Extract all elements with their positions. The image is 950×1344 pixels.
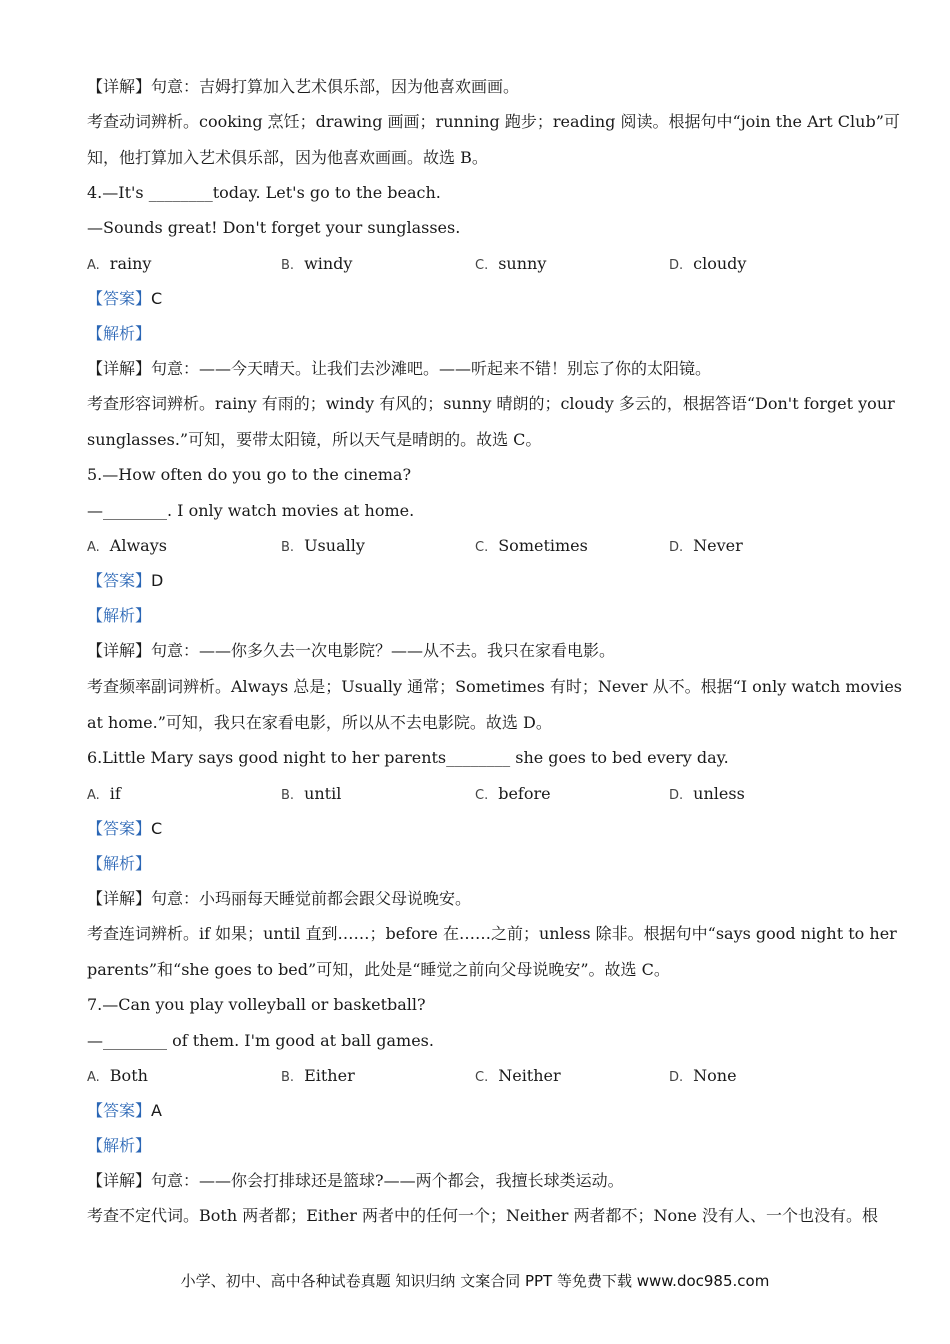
option-c: C. Neither — [475, 1066, 561, 1085]
explanation-line: 考查频率副词辨析。Always 总是；Usually 通常；Sometimes 有时；Never 从不。根据“I only watch movies — [87, 677, 902, 696]
answer-tag: 【答案】 — [87, 289, 152, 308]
option-b: B. Usually — [281, 536, 365, 555]
analysis-line — [87, 854, 867, 874]
detail-line — [87, 359, 867, 379]
answer-line — [87, 819, 867, 839]
detail-line — [87, 77, 867, 97]
option-b: B. until — [281, 784, 342, 803]
option-c: C. Sometimes — [475, 536, 588, 555]
detail-line — [87, 889, 867, 909]
detail-tag: 【详解】 — [87, 889, 152, 908]
option-c: C. sunny — [475, 254, 547, 273]
answer-line — [87, 1101, 867, 1121]
analysis-tag: 【解析】 — [87, 324, 152, 343]
explanation-line: 考查不定代词。Both 两者都；Either 两者中的任何一个；Neither 两者都不；None 没有人、一个也没有。根 — [87, 1206, 878, 1225]
option-d: D. cloudy — [669, 254, 747, 273]
option-c: C. before — [475, 784, 551, 803]
detail-text: 句意：小玛丽每天睡觉前都会跟父母说晚安。 — [151, 889, 472, 908]
explanation-line: 知，他打算加入艺术俱乐部，因为他喜欢画画。故选 B。 — [87, 148, 488, 167]
question-stem: —Sounds great! Don't forget your sunglasses. — [87, 218, 461, 237]
analysis-tag: 【解析】 — [87, 854, 152, 873]
question-stem: 6.Little Mary says good night to her parents________ she goes to bed every day. — [87, 748, 729, 767]
answer-value: D — [151, 571, 164, 590]
question-stem: 4.—It's ________today. Let's go to the beach. — [87, 183, 441, 202]
option-a: A. Always — [87, 536, 167, 555]
question-stem: 7.—Can you play volleyball or basketball? — [87, 995, 426, 1014]
answer-value: A — [151, 1101, 162, 1120]
answer-value: C — [151, 819, 163, 838]
detail-tag: 【详解】 — [87, 77, 152, 96]
option-a: A. Both — [87, 1066, 148, 1085]
analysis-line — [87, 1136, 867, 1156]
answer-tag: 【答案】 — [87, 571, 152, 590]
option-d: D. Never — [669, 536, 743, 555]
explanation-line: sunglasses.”可知，要带太阳镜，所以天气是晴朗的。故选 C。 — [87, 430, 542, 449]
answer-value: C — [151, 289, 163, 308]
answer-tag: 【答案】 — [87, 1101, 152, 1120]
answer-line — [87, 289, 867, 309]
detail-text: 句意：——你多久去一次电影院？——从不去。我只在家看电影。 — [151, 641, 616, 660]
detail-line — [87, 641, 867, 661]
analysis-line — [87, 324, 867, 344]
answer-tag: 【答案】 — [87, 819, 152, 838]
answer-line — [87, 571, 867, 591]
explanation-line: 考查连词辨析。if 如果；until 直到……；before 在……之前；unless 除非。根据句中“says good night to her — [87, 924, 897, 943]
detail-text: 句意：吉姆打算加入艺术俱乐部，因为他喜欢画画。 — [151, 77, 520, 96]
page-footer: 小学、初中、高中各种试卷真题 知识归纳 文案合同 PPT 等免费下载 www.doc985.com — [180, 1272, 770, 1290]
detail-text: 句意：——你会打排球还是篮球?——两个都会，我擅长球类运动。 — [151, 1171, 624, 1190]
explanation-line: at home.”可知，我只在家看电影，所以从不去电影院。故选 D。 — [87, 713, 552, 732]
question-stem: 5.—How often do you go to the cinema? — [87, 465, 412, 484]
explanation-line: parents”和“she goes to bed”可知，此处是“睡觉之前向父母说晚安”。故选 C。 — [87, 960, 670, 979]
analysis-line — [87, 606, 867, 626]
option-b: B. windy — [281, 254, 353, 273]
detail-tag: 【详解】 — [87, 641, 152, 660]
explanation-line: 考查形容词辨析。rainy 有雨的；windy 有风的；sunny 晴朗的；cloudy 多云的，根据答语“Don't forget your — [87, 394, 895, 413]
detail-tag: 【详解】 — [87, 359, 152, 378]
analysis-tag: 【解析】 — [87, 606, 152, 625]
explanation-line: 考查动词辨析。cooking 烹饪；drawing 画画；running 跑步；reading 阅读。根据句中“join the Art Club”可 — [87, 112, 900, 131]
option-d: D. unless — [669, 784, 745, 803]
analysis-tag: 【解析】 — [87, 1136, 152, 1155]
detail-tag: 【详解】 — [87, 1171, 152, 1190]
detail-line — [87, 1171, 867, 1191]
option-d: D. None — [669, 1066, 737, 1085]
option-b: B. Either — [281, 1066, 355, 1085]
option-a: A. if — [87, 784, 121, 803]
question-stem: —________ of them. I'm good at ball games. — [87, 1031, 434, 1050]
option-a: A. rainy — [87, 254, 152, 273]
question-stem: —________. I only watch movies at home. — [87, 501, 415, 520]
detail-text: 句意：——今天晴天。让我们去沙滩吧。——听起来不错！别忘了你的太阳镜。 — [151, 359, 712, 378]
